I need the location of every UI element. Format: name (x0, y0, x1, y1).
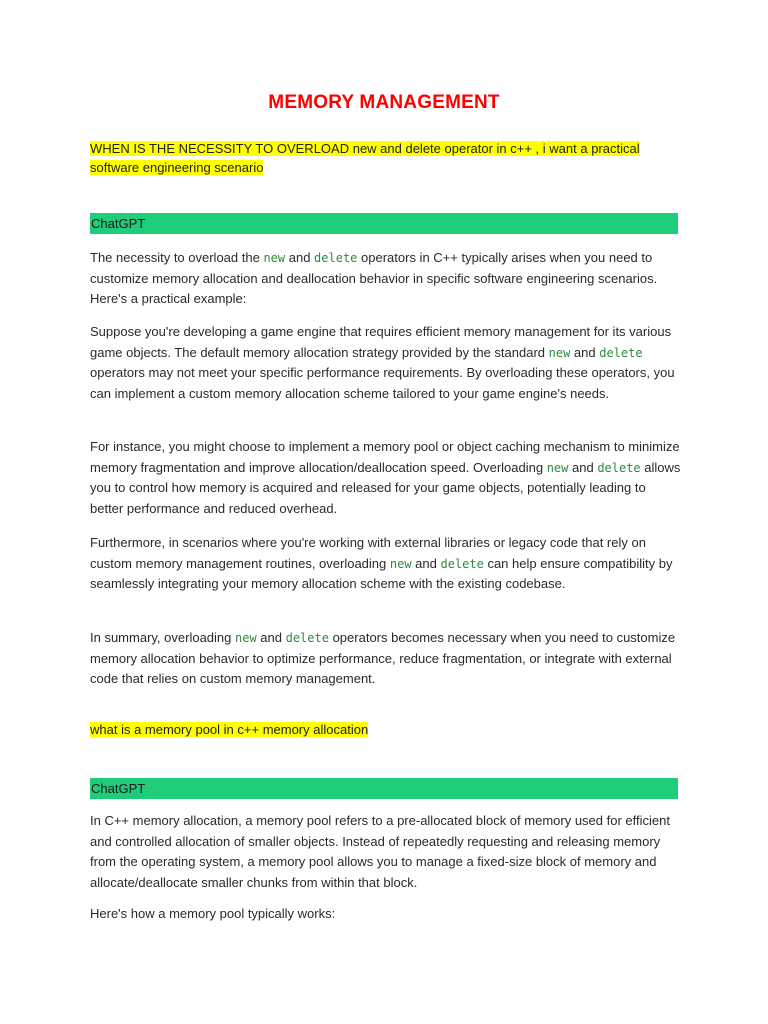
answer-1-paragraph-2 (90, 322, 682, 404)
inline-code-new: new (546, 460, 569, 475)
inline-code-delete: delete (285, 631, 329, 645)
inline-code-new: new (235, 631, 257, 645)
text-run: and (570, 344, 600, 360)
speaker-bar-1: ChatGPT (90, 213, 678, 234)
inline-code-new: new (548, 345, 571, 360)
answer-2-paragraph-1: In C++ memory allocation, a memory pool refers to a pre-allocated block of memory used for efficient and controlled allocation of smaller objects. Instead of repeatedly requesting and releasing memory from the operating system, a memory pool allows you to manage a fixed-size block of memory and allocate/deallocate smaller chunks from within that block. (90, 813, 670, 890)
text-run: and (256, 630, 286, 645)
text-run: and (285, 250, 315, 265)
text-run: and (411, 555, 441, 571)
answer-1-paragraph-3 (90, 437, 682, 519)
inline-code-delete: delete (597, 460, 641, 475)
user-prompt-2-text: what is a memory pool in c++ memory allocation (90, 722, 369, 737)
text-run: For instance, you might choose to implement a memory pool or object caching mechanism to minimize memory fragmentation and improve allocation/deallocation speed. Overloading (90, 439, 680, 475)
text-run: Furthermore, in scenarios where you're working with external libraries or legacy code that rely on custom memory management routines, overloading (90, 535, 646, 571)
text-run: allows you to control how memory is acquired and released for your game objects, potentially leading to better performance and reduced overhead. (90, 459, 681, 516)
user-prompt-2 (90, 720, 680, 739)
text-run: operators in C++ typically arises when you need to customize memory allocation and deallocation behavior in specific software engineering scenarios. Here's a practical example: (90, 250, 658, 306)
inline-code-delete: delete (314, 251, 358, 265)
text-run: and (568, 459, 598, 475)
text-run: can help ensure compatibility by seamlessly integrating your memory allocation scheme with the existing codebase. (90, 555, 673, 591)
user-prompt-1 (90, 139, 680, 177)
text-run: In summary, overloading (90, 630, 235, 645)
text-run: operators may not meet your specific performance requirements. By overloading these operators, you can implement a custom memory allocation scheme tailored to your game engine's needs. (90, 365, 675, 401)
answer-1-paragraph-5 (90, 628, 682, 690)
answer-2-paragraph-2: Here's how a memory pool typically works: (90, 906, 336, 921)
text-run: Suppose you're developing a game engine that requires efficient memory management for its various game objects. The default memory allocation strategy provided by the standard (90, 324, 672, 360)
text-run: The necessity to overload the (90, 250, 264, 265)
inline-code-new: new (389, 556, 412, 571)
speaker-bar-2: ChatGPT (90, 778, 678, 799)
text-run: operators becomes necessary when you need to customize memory allocation behavior to optimize performance, reduce fragmentation, or integrate with external code that relies on custom memory management. (90, 630, 676, 686)
inline-code-delete: delete (440, 556, 484, 571)
inline-code-delete: delete (599, 345, 643, 360)
user-prompt-1-text: WHEN IS THE NECESSITY TO OVERLOAD new and delete operator in c++ , i want a practical software engineering scenario (90, 141, 640, 175)
answer-1-paragraph-1 (90, 248, 682, 310)
answer-1-paragraph-4 (90, 533, 682, 595)
inline-code-new: new (263, 251, 286, 265)
page-title: MEMORY MANAGEMENT (268, 92, 500, 113)
